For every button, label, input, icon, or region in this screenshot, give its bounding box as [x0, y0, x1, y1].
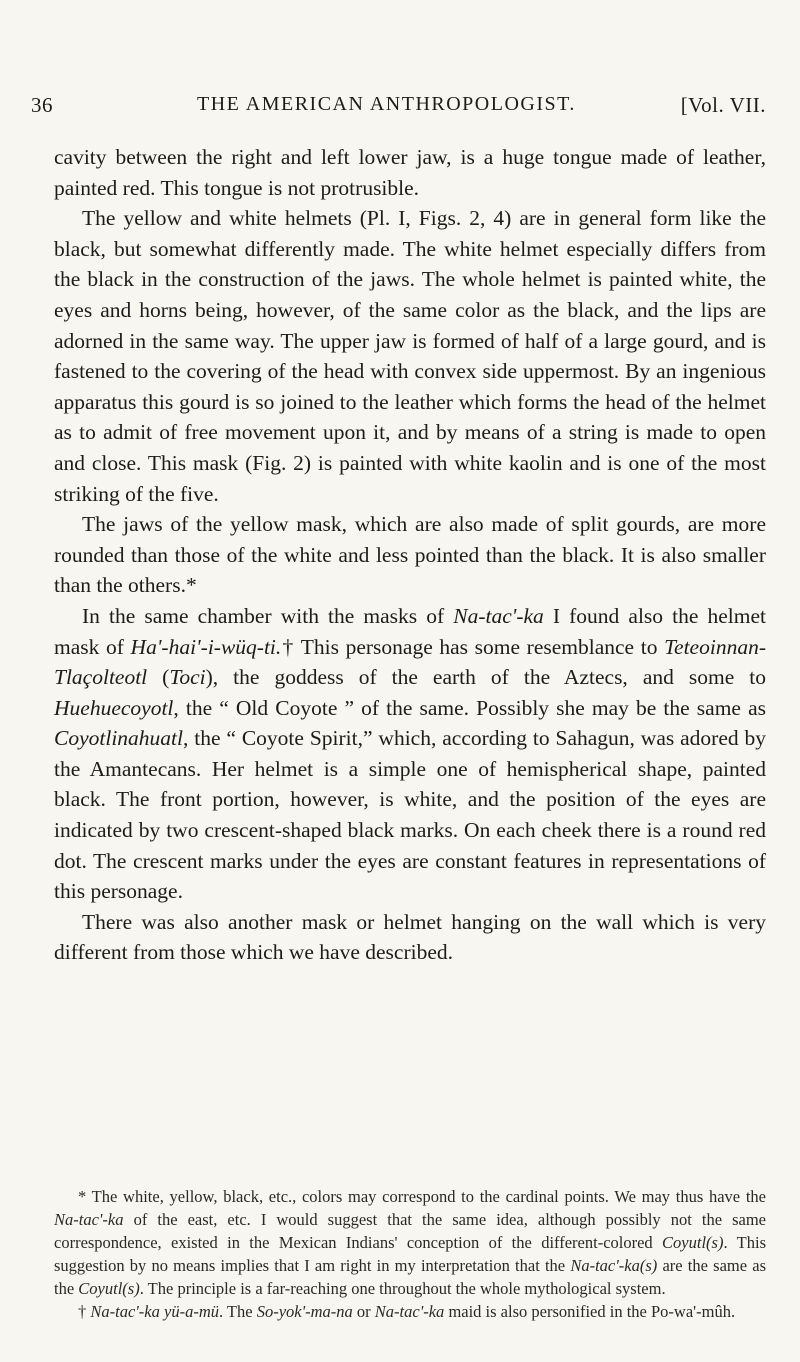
italic-term: Na-tac'-ka yü-a-mü [90, 1302, 219, 1321]
italic-term: Coyutl(s) [78, 1279, 140, 1298]
paragraph-2: The yellow and white helmets (Pl. I, Figs. 2, 4) are in general form like the black, but somewhat differently made. The white helmet especially differs from the black in the construction of the jaws. The whole helmet is painted white, the eyes and horns being, however, of the same color as the black, and the lips are adorned in the same way. The upper jaw is formed of half of a large gourd, and is fastened to the covering of the head with convex side uppermost. By an ingenious apparatus this gourd is so joined to the leather which forms the head of the helmet as to admit of free movement upon it, and by means of a string is made to open and close. This mask (Fig. 2) is painted with white kaolin and is one of the most striking of the five. [54, 206, 766, 506]
text-run: are the same as the [54, 1256, 767, 1298]
text-run: maid is also personified in the Po-wa'-mûh. [444, 1302, 736, 1321]
paragraph-1: cavity between the right and left lower jaw, is a huge tongue made of leather, painted red. This tongue is not protrusible. [54, 145, 766, 200]
paragraph-3: The jaws of the yellow mask, which are also made of split gourds, are more rounded than those of the white and less pointed than the black. It is also smaller than the others.* [54, 512, 766, 598]
text-run: † [78, 1302, 91, 1321]
text-run: ( [147, 665, 170, 690]
volume-label: [Vol. VII. [680, 93, 766, 117]
italic-term: Na-tac'-ka [374, 1302, 445, 1321]
text-run: * The white, yellow, black, etc., colors may correspond to the cardinal points. We may thus have the [78, 1187, 766, 1206]
page-header [31, 93, 766, 123]
text-run: , the “ Coyote Spirit,” which, according to Sahagun, was adored by the Amantecans. Her helmet is a simple one of hemispherical shape, painted black. The front portion, however, is white, and the position of the eyes are indicated by two crescent-shaped black marks. On each cheek there is a round red dot. The crescent marks under the eyes are constant features in representations of this personage. [54, 726, 766, 904]
paragraph-5: There was also another mask or helmet hanging on the wall which is very different from those which we have described. [54, 909, 766, 965]
italic-term: Na-tac'-ka [54, 1210, 124, 1229]
text-run: , the “ Old Coyote ” of the same. Possibly she may be the same as [173, 695, 766, 720]
italic-term: Teteoinnan-Tlaçolteotl [54, 634, 766, 690]
italic-term: Toci [169, 665, 206, 690]
text-run: of the east, etc. I would suggest that the same idea, although possibly not the same correspondence, existed in the Mexican Indians' conception of the different-colored [54, 1210, 766, 1252]
italic-term: Coyutl(s) [662, 1233, 724, 1252]
footnote-2 [54, 1300, 766, 1323]
body-text [54, 142, 766, 968]
italic-term: Na-tac'-ka(s) [570, 1256, 658, 1275]
italic-term: Na-tac'-ka [453, 603, 544, 628]
text-run: ), the goddess of the earth of the Aztecs, and some to [205, 665, 766, 690]
text-run: † This personage has some resemblance to [281, 634, 665, 659]
running-title: THE AMERICAN ANTHROPOLOGIST. [197, 93, 576, 115]
text-run: . This suggestion by no means implies that I am right in my interpretation that the [54, 1233, 766, 1275]
italic-term: Huehuecoyotl [54, 695, 174, 720]
footnotes [54, 1185, 766, 1323]
text-run: In the same chamber with the masks of [82, 603, 454, 628]
italic-term: Coyotlinahuatl [54, 726, 183, 751]
italic-term: Ha'-hai'-i-wüq-ti. [130, 634, 282, 659]
paragraph-4 [54, 601, 766, 907]
text-run: or [352, 1302, 375, 1321]
text-run: I found also the helmet mask of [54, 603, 766, 659]
text-run: . The [218, 1302, 257, 1321]
page-number: 36 [31, 93, 53, 117]
italic-term: So-yok'-ma-na [256, 1302, 353, 1321]
footnote-1 [54, 1185, 766, 1300]
text-run: . The principle is a far-reaching one throughout the whole mythological system. [139, 1279, 666, 1298]
